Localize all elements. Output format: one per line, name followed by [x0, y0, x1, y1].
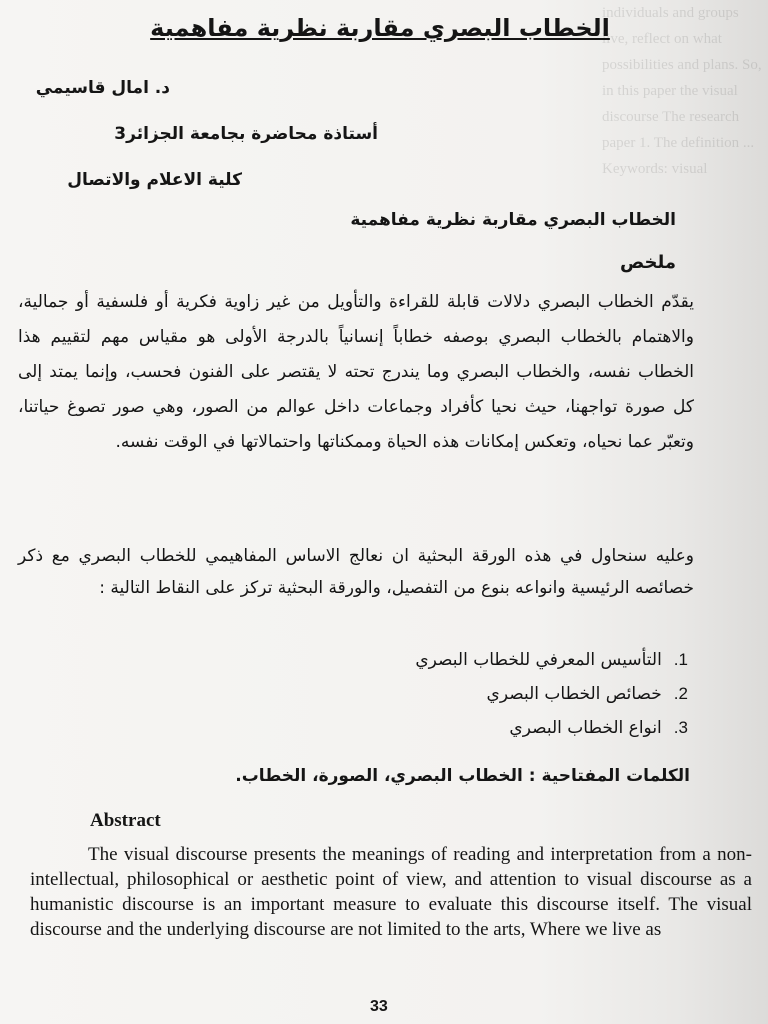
author-faculty: كلية الاعلام والاتصال — [67, 170, 242, 190]
author-name: د. امال قاسيمي — [35, 78, 170, 98]
page-number: 33 — [370, 998, 388, 1015]
list-item-text: انواع الخطاب البصري — [509, 718, 662, 738]
article-title: الخطاب البصري مقاربة نظرية مفاهمية — [150, 14, 610, 42]
summary-heading: ملخص — [619, 252, 676, 273]
keywords-label: الكلمات المفتاحية : — [528, 766, 690, 786]
points-list — [415, 650, 688, 752]
summary-paragraph-2: وعليه سنحاول في هذه الورقة البحثية ان نعالج الاساس المفاهيمي للخطاب البصري مع ذكر خصائصه الرئيسية وانواعه بنوع من التفصيل، والورقة البحثية تركز على النقاط التالية : — [18, 546, 694, 598]
list-item-number: 1. — [673, 650, 688, 669]
author-position: أستاذة محاضرة بجامعة الجزائر3 — [114, 124, 378, 144]
list-item-text: خصائص الخطاب البصري — [486, 684, 662, 704]
summary-paragraph-1: يقدّم الخطاب البصري دلالات قابلة للقراءة والتأويل من غير زاوية فكرية أو فلسفية أو جمالية، والاهتمام بالخطاب البصري بوصفه خطاباً إنسانياً بالدرجة الأولى هو مقياس مهم لتقييم هذا الخطاب نفسه، والخطاب البصري وما يندرج تحته لا يقتصر على الفنون فحسب، وإنما يمتد إلى كل صورة تواجهنا، حيث نحيا كأفراد وجماعات داخل عوالم من الصور، وهي صور تصوغ حياتنا، وتعبّر عما نحياه، وتعكس إمكانات هذه الحياة وممكناتها واحتمالاتها في الوقت نفسه. — [18, 292, 694, 452]
section-subtitle: الخطاب البصري مقاربة نظرية مفاهمية — [350, 210, 676, 230]
list-item-number: 2. — [673, 684, 688, 703]
abstract-paragraph: The visual discourse presents the meanings of reading and interpretation from a non-intellectual, philosophical or aesthetic point of view, and attention to visual discourse as a humanistic discourse is an important measure to evaluate this discourse itself. The visual discourse and the underlying discourse are not limited to the arts, Where we live as — [30, 844, 752, 940]
keywords-value: الخطاب البصري، الصورة، الخطاب. — [235, 766, 523, 786]
list-item — [415, 684, 688, 718]
list-item — [415, 718, 688, 752]
list-item-number: 3. — [673, 718, 688, 737]
list-item-text: التأسيس المعرفي للخطاب البصري — [415, 650, 662, 670]
keywords-line — [235, 766, 690, 786]
bleed-through-text: individuals and groups live, reflect on what possibilities and plans. So, in this paper the visual discourse The research paper 1. The definition ... Keywords: visual — [602, 5, 762, 177]
list-item — [415, 650, 688, 684]
abstract-heading: Abstract — [90, 810, 161, 831]
